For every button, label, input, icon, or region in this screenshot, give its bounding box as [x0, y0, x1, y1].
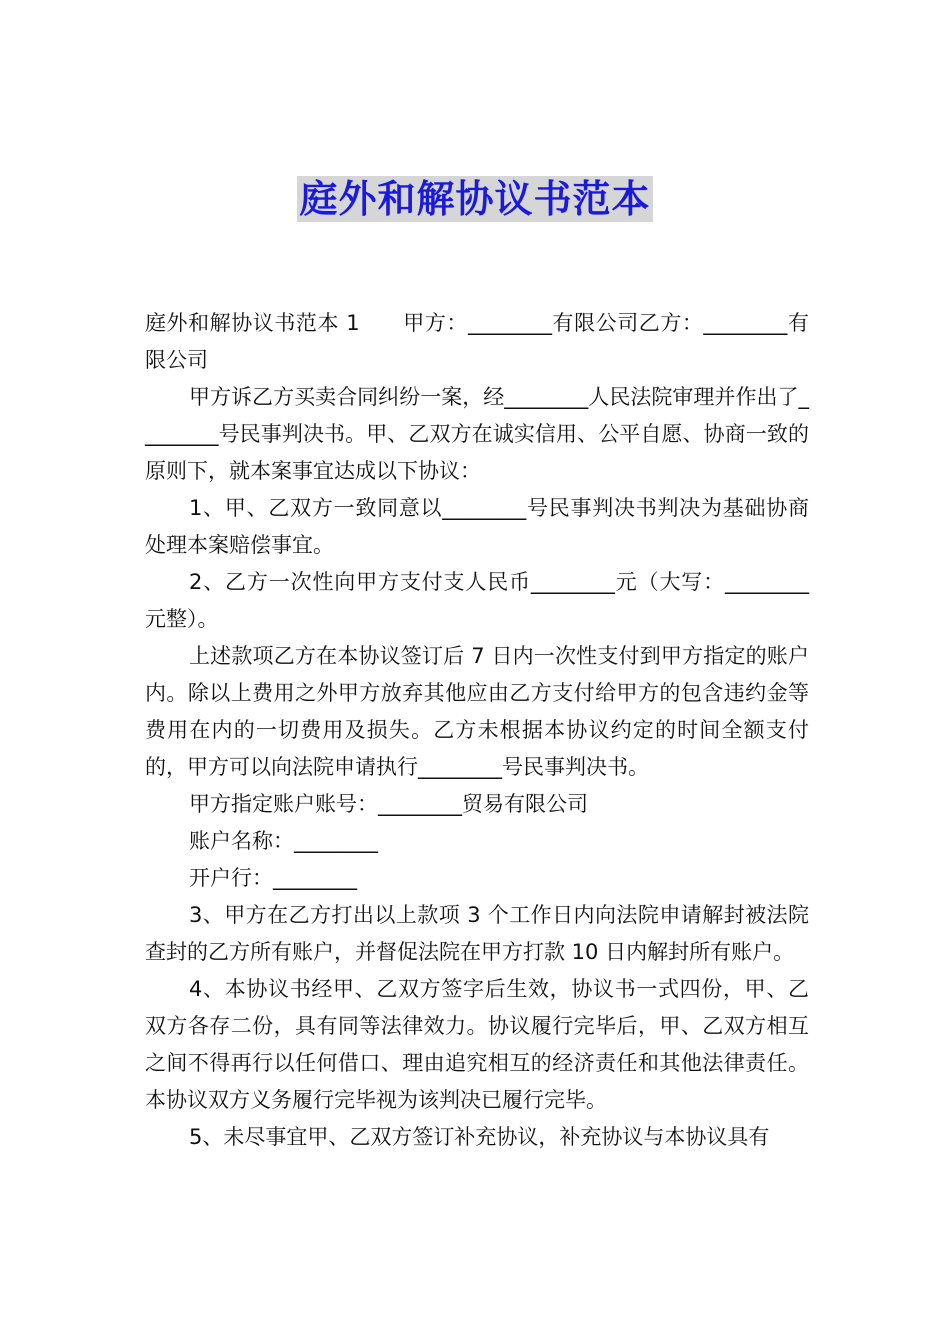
title-wrap [0, 176, 950, 222]
paragraph-payment-terms: 上述款项乙方在本协议签订后 7 日内一次性支付到甲方指定的账户内。除以上费用之外甲方放弃其他应由乙方支付给甲方的包含违约金等费用在内的一切费用及损失。乙方未根据本协议约定的时间全额支付的，甲方可以向法院申请执行________号民事判决书。 [145, 644, 809, 779]
paragraph-clause-2: 2、乙方一次性向甲方支付支人民币________元（大写：________元整）。 [145, 570, 809, 631]
paragraph-account-number: 甲方指定账户账号：________贸易有限公司 [189, 792, 588, 816]
paragraph-clause-4: 4、本协议书经甲、乙双方签字后生效，协议书一式四份，甲、乙双方各存二份，具有同等法律效力。协议履行完毕后，甲、乙双方相互之间不得再行以任何借口、理由追究相互的经济责任和其他法律责任。本协议双方义务履行完毕视为该判决已履行完毕。 [145, 977, 809, 1112]
paragraph-bank: 开户行：________ [189, 866, 357, 890]
paragraph-clause-5: 5、未尽事宜甲、乙双方签订补充协议，补充协议与本协议具有 [189, 1125, 770, 1149]
document-body [145, 305, 809, 1156]
paragraph-clause-1: 1、甲、乙双方一致同意以________号民事判决书判决为基础协商处理本案赔偿事宜。 [145, 496, 809, 557]
paragraph-clause-3: 3、甲方在乙方打出以上款项 3 个工作日内向法院申请解封被法院查封的乙方所有账户，并督促法院在甲方打款 10 日内解封所有账户。 [145, 903, 809, 964]
paragraph-account-name: 账户名称：________ [189, 829, 378, 853]
paragraph-parties: 庭外和解协议书范本 1 甲方：________有限公司乙方：________有限公司 [145, 311, 809, 372]
paragraph-case-intro: 甲方诉乙方买卖合同纠纷一案，经________人民法院审理并作出了________号民事判决书。甲、乙双方在诚实信用、公平自愿、协商一致的原则下，就本案事宜达成以下协议： [145, 385, 809, 483]
document-title: 庭外和解协议书范本 [299, 177, 651, 221]
